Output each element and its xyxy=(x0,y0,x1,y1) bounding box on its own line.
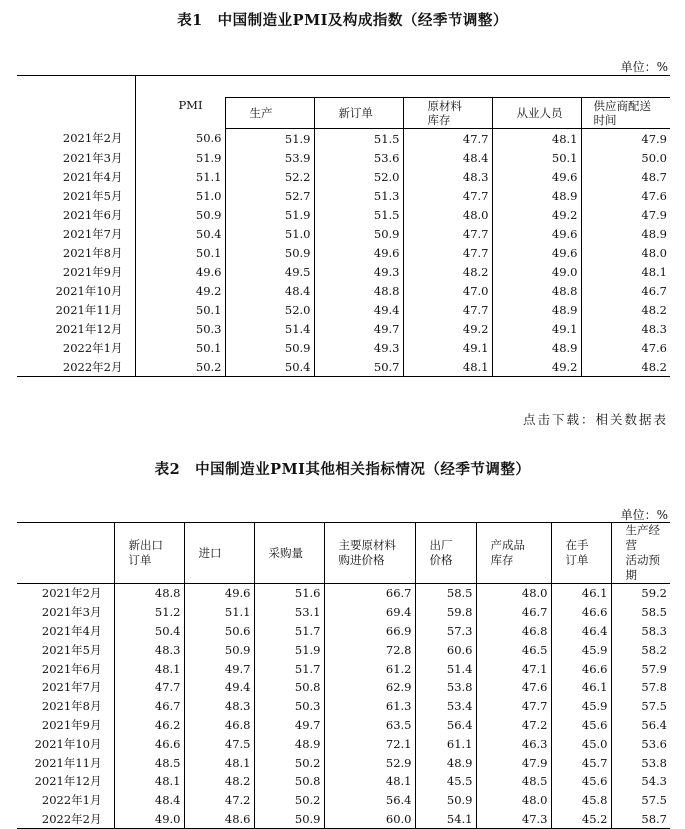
table1-header-group-spacer xyxy=(225,76,670,98)
table-cell: 47.9 xyxy=(476,753,551,772)
table-row xyxy=(17,584,670,603)
table2-column-header: 主要原材料 购进价格 xyxy=(324,523,415,584)
table-cell: 51.4 xyxy=(225,319,314,338)
table-cell: 66.7 xyxy=(324,584,415,603)
table2-unit-label: 单位：% xyxy=(620,508,668,522)
table1-header-delivery: 供应商配送 时间 xyxy=(581,98,670,129)
row-month-label: 2022年2月 xyxy=(41,811,102,826)
table-cell: 53.8 xyxy=(611,753,670,772)
table-cell: 49.0 xyxy=(114,810,184,829)
table-cell: 50.9 xyxy=(225,243,314,262)
table-cell: 47.1 xyxy=(476,659,551,678)
table-cell: 48.5 xyxy=(114,753,184,772)
table-cell: 58.2 xyxy=(611,640,670,659)
table-cell: 52.0 xyxy=(314,167,403,186)
table-cell: 51.7 xyxy=(254,622,324,641)
table-cell: 48.2 xyxy=(581,300,670,319)
table-cell: 48.1 xyxy=(184,753,254,772)
table2-column-header: 产成品 库存 xyxy=(476,523,551,584)
table-cell: 49.0 xyxy=(492,262,581,281)
row-month-label: 2021年10月 xyxy=(34,736,102,751)
table-cell: 50.9 xyxy=(415,791,476,810)
table-cell: 49.6 xyxy=(195,264,222,279)
table-cell: 50.9 xyxy=(184,640,254,659)
table-cell: 50.9 xyxy=(254,810,324,829)
table-cell: 48.6 xyxy=(184,810,254,829)
table-cell: 49.2 xyxy=(403,319,492,338)
table-cell: 46.7 xyxy=(581,281,670,300)
table-row xyxy=(17,224,670,243)
table-cell: 48.3 xyxy=(581,319,670,338)
table-cell: 51.0 xyxy=(195,188,222,203)
table-cell: 48.4 xyxy=(403,148,492,167)
table-cell: 47.2 xyxy=(476,716,551,735)
table-cell: 49.6 xyxy=(314,243,403,262)
table1-header-raw-inventory: 原材料 库存 xyxy=(403,98,492,129)
table-cell: 58.3 xyxy=(611,622,670,641)
table-cell: 60.6 xyxy=(415,640,476,659)
table2-column-header: 生产经营 活动预期 xyxy=(611,523,670,584)
table-cell: 48.3 xyxy=(114,640,184,659)
table-cell: 53.6 xyxy=(314,148,403,167)
table-row xyxy=(17,603,670,622)
row-month-label: 2021年11月 xyxy=(17,300,135,319)
table-cell: 51.4 xyxy=(415,659,476,678)
table-row xyxy=(17,697,670,716)
table-cell: 47.7 xyxy=(403,224,492,243)
table-cell: 46.3 xyxy=(476,734,551,753)
table-cell: 48.8 xyxy=(492,281,581,300)
table-cell: 47.0 xyxy=(403,281,492,300)
table-cell: 47.2 xyxy=(184,791,254,810)
table2-other-indicators xyxy=(17,522,670,829)
table-cell: 51.9 xyxy=(195,150,222,165)
table-cell: 57.8 xyxy=(611,678,670,697)
table-cell: 45.6 xyxy=(551,716,611,735)
table-cell: 49.2 xyxy=(195,283,222,298)
table-cell: 50.6 xyxy=(195,131,222,146)
table-cell: 52.9 xyxy=(324,753,415,772)
table2-column-header: 出厂 价格 xyxy=(415,523,476,584)
row-month-label: 2021年8月 xyxy=(41,699,102,714)
table-cell: 72.1 xyxy=(324,734,415,753)
table-cell: 49.3 xyxy=(314,262,403,281)
table-row xyxy=(17,262,670,281)
table-cell: 51.6 xyxy=(254,584,324,603)
table-cell: 51.9 xyxy=(225,205,314,224)
table-cell: 50.4 xyxy=(225,357,314,377)
table2-column-header: 进口 xyxy=(184,523,254,584)
table-cell: 48.3 xyxy=(184,697,254,716)
table-cell: 47.6 xyxy=(476,678,551,697)
table-cell: 47.5 xyxy=(184,734,254,753)
row-month-label: 2021年2月 xyxy=(17,129,135,149)
table-cell: 45.9 xyxy=(551,697,611,716)
table-cell: 47.7 xyxy=(403,243,492,262)
table-cell: 54.3 xyxy=(611,772,670,791)
table1-header-employment: 从业人员 xyxy=(492,98,581,129)
table-cell: 54.1 xyxy=(415,810,476,829)
row-month-label: 2021年9月 xyxy=(41,717,102,732)
table1-corner-cell xyxy=(17,76,135,129)
table-cell: 49.4 xyxy=(314,300,403,319)
table-cell: 50.1 xyxy=(195,340,222,355)
table-cell: 61.3 xyxy=(324,697,415,716)
row-month-label: 2022年1月 xyxy=(41,793,102,808)
table2-column-header: 在手 订单 xyxy=(551,523,611,584)
table-cell: 47.9 xyxy=(581,129,670,149)
table1-header-pmi: PMI xyxy=(178,98,203,112)
table-row xyxy=(17,659,670,678)
table-cell: 50.6 xyxy=(184,622,254,641)
table-row xyxy=(17,281,670,300)
table1-header-production: 生产 xyxy=(225,98,314,129)
table-cell: 45.0 xyxy=(551,734,611,753)
row-month-label: 2022年1月 xyxy=(17,338,135,357)
table-cell: 51.1 xyxy=(195,169,222,184)
table-cell: 48.8 xyxy=(114,584,184,603)
table-cell: 56.4 xyxy=(611,716,670,735)
table-cell: 46.6 xyxy=(114,734,184,753)
table-cell: 48.3 xyxy=(403,167,492,186)
row-month-label: 2021年5月 xyxy=(41,642,102,657)
row-month-label: 2021年8月 xyxy=(17,243,135,262)
row-month-label: 2021年3月 xyxy=(41,605,102,620)
table-cell: 48.9 xyxy=(492,338,581,357)
table-row xyxy=(17,338,670,357)
table1-title: 表1 中国制造业PMI及构成指数（经季节调整） xyxy=(177,12,508,29)
table-cell: 45.6 xyxy=(551,772,611,791)
table-cell: 46.8 xyxy=(184,716,254,735)
table-cell: 45.7 xyxy=(551,753,611,772)
table-cell: 50.7 xyxy=(314,357,403,377)
table-cell: 49.2 xyxy=(492,205,581,224)
table-row xyxy=(17,753,670,772)
table-cell: 47.7 xyxy=(403,300,492,319)
table-cell: 51.1 xyxy=(184,603,254,622)
table-cell: 50.1 xyxy=(492,148,581,167)
table1-unit-label: 单位：% xyxy=(620,60,668,74)
table-cell: 45.2 xyxy=(551,810,611,829)
table-cell: 48.0 xyxy=(476,791,551,810)
table-row xyxy=(17,678,670,697)
table2-column-header: 新出口 订单 xyxy=(114,523,184,584)
table-cell: 50.0 xyxy=(581,148,670,167)
table-cell: 50.9 xyxy=(225,338,314,357)
table-cell: 61.2 xyxy=(324,659,415,678)
table1-header-new-orders: 新订单 xyxy=(314,98,403,129)
table-cell: 48.2 xyxy=(184,772,254,791)
table-cell: 49.1 xyxy=(403,338,492,357)
table-cell: 48.8 xyxy=(314,281,403,300)
row-month-label: 2021年12月 xyxy=(17,319,135,338)
table-cell: 53.9 xyxy=(225,148,314,167)
table-cell: 47.6 xyxy=(581,186,670,205)
table-cell: 46.6 xyxy=(551,603,611,622)
table-cell: 45.9 xyxy=(551,640,611,659)
row-month-label: 2021年11月 xyxy=(34,755,102,770)
table-cell: 51.5 xyxy=(314,205,403,224)
table-cell: 46.5 xyxy=(476,640,551,659)
table-cell: 50.9 xyxy=(195,207,222,222)
table-cell: 49.6 xyxy=(492,243,581,262)
table-cell: 48.1 xyxy=(324,772,415,791)
row-month-label: 2021年7月 xyxy=(41,680,102,695)
table-cell: 46.8 xyxy=(476,622,551,641)
table-cell: 58.5 xyxy=(415,584,476,603)
table-cell: 47.6 xyxy=(581,338,670,357)
table-row xyxy=(17,129,670,149)
table-cell: 60.0 xyxy=(324,810,415,829)
table-cell: 48.1 xyxy=(581,262,670,281)
row-month-label: 2021年2月 xyxy=(41,586,102,601)
table-cell: 49.7 xyxy=(314,319,403,338)
table-cell: 50.2 xyxy=(195,359,222,374)
table-cell: 50.4 xyxy=(195,226,222,241)
table-row xyxy=(17,734,670,753)
table-cell: 47.9 xyxy=(581,205,670,224)
row-month-label: 2021年4月 xyxy=(41,623,102,638)
table-cell: 62.9 xyxy=(324,678,415,697)
download-data-link[interactable]: 点击下载：相关数据表 xyxy=(522,412,668,427)
table-cell: 48.2 xyxy=(581,357,670,377)
table-row xyxy=(17,167,670,186)
table-cell: 52.0 xyxy=(225,300,314,319)
table-row xyxy=(17,810,670,829)
row-month-label: 2021年6月 xyxy=(17,205,135,224)
table-cell: 48.2 xyxy=(403,262,492,281)
table-cell: 59.2 xyxy=(611,584,670,603)
table-cell: 46.1 xyxy=(551,678,611,697)
table-row xyxy=(17,243,670,262)
table-cell: 46.4 xyxy=(551,622,611,641)
table1-pmi-components xyxy=(17,75,670,377)
table-cell: 66.9 xyxy=(324,622,415,641)
table-cell: 56.4 xyxy=(324,791,415,810)
table-cell: 57.5 xyxy=(611,791,670,810)
table-cell: 47.7 xyxy=(476,697,551,716)
table-cell: 48.7 xyxy=(581,167,670,186)
table-cell: 57.5 xyxy=(611,697,670,716)
table-cell: 48.0 xyxy=(476,584,551,603)
table-cell: 49.7 xyxy=(254,716,324,735)
table-cell: 56.4 xyxy=(415,716,476,735)
table-cell: 57.9 xyxy=(611,659,670,678)
table-cell: 47.7 xyxy=(114,678,184,697)
table-cell: 61.1 xyxy=(415,734,476,753)
table2-title: 表2 中国制造业PMI其他相关指标情况（经季节调整） xyxy=(154,461,531,478)
table-cell: 51.0 xyxy=(225,224,314,243)
table-cell: 45.5 xyxy=(415,772,476,791)
row-month-label: 2021年7月 xyxy=(17,224,135,243)
table-cell: 51.9 xyxy=(225,129,314,149)
table-cell: 48.9 xyxy=(492,186,581,205)
row-month-label: 2021年10月 xyxy=(17,281,135,300)
table-cell: 49.1 xyxy=(492,319,581,338)
table-cell: 48.4 xyxy=(225,281,314,300)
table-cell: 48.5 xyxy=(476,772,551,791)
table-cell: 51.5 xyxy=(314,129,403,149)
table-row xyxy=(17,791,670,810)
table-cell: 53.1 xyxy=(254,603,324,622)
table-row xyxy=(17,186,670,205)
table-cell: 58.7 xyxy=(611,810,670,829)
table-cell: 49.6 xyxy=(184,584,254,603)
table-cell: 63.5 xyxy=(324,716,415,735)
table-cell: 46.1 xyxy=(551,584,611,603)
table-row xyxy=(17,205,670,224)
table2-corner-cell xyxy=(17,523,114,584)
table-cell: 48.9 xyxy=(492,300,581,319)
table-cell: 69.4 xyxy=(324,603,415,622)
table-cell: 51.9 xyxy=(254,640,324,659)
row-month-label: 2022年2月 xyxy=(17,357,135,377)
table-cell: 48.9 xyxy=(415,753,476,772)
table-cell: 48.9 xyxy=(581,224,670,243)
table-cell: 59.8 xyxy=(415,603,476,622)
table-cell: 50.8 xyxy=(254,678,324,697)
table-cell: 48.1 xyxy=(403,357,492,377)
row-month-label: 2021年9月 xyxy=(17,262,135,281)
row-month-label: 2021年12月 xyxy=(34,774,102,789)
table-cell: 58.5 xyxy=(611,603,670,622)
table-row xyxy=(17,357,670,377)
row-month-label: 2021年5月 xyxy=(17,186,135,205)
table-cell: 46.7 xyxy=(476,603,551,622)
table-row xyxy=(17,148,670,167)
table-cell: 50.3 xyxy=(254,697,324,716)
table-cell: 48.0 xyxy=(403,205,492,224)
table-cell: 50.2 xyxy=(254,753,324,772)
table-row xyxy=(17,622,670,641)
table-cell: 72.8 xyxy=(324,640,415,659)
table-cell: 51.2 xyxy=(114,603,184,622)
table-row xyxy=(17,300,670,319)
table-cell: 47.7 xyxy=(403,186,492,205)
table-cell: 48.1 xyxy=(492,129,581,149)
table-cell: 50.8 xyxy=(254,772,324,791)
row-month-label: 2021年3月 xyxy=(17,148,135,167)
table-cell: 53.4 xyxy=(415,697,476,716)
table-cell: 50.9 xyxy=(314,224,403,243)
table-cell: 50.1 xyxy=(195,245,222,260)
table-cell: 46.2 xyxy=(114,716,184,735)
table-cell: 45.8 xyxy=(551,791,611,810)
table-cell: 46.6 xyxy=(551,659,611,678)
table-row xyxy=(17,319,670,338)
table-cell: 50.4 xyxy=(114,622,184,641)
table-cell: 48.4 xyxy=(114,791,184,810)
table-cell: 51.3 xyxy=(314,186,403,205)
table-row xyxy=(17,772,670,791)
table-cell: 47.3 xyxy=(476,810,551,829)
table-cell: 48.0 xyxy=(581,243,670,262)
table2-column-header: 采购量 xyxy=(254,523,324,584)
row-month-label: 2021年6月 xyxy=(41,661,102,676)
table-row xyxy=(17,640,670,659)
table-cell: 49.6 xyxy=(492,167,581,186)
table-cell: 48.9 xyxy=(254,734,324,753)
table-cell: 48.1 xyxy=(114,772,184,791)
table-cell: 49.5 xyxy=(225,262,314,281)
table-cell: 46.7 xyxy=(114,697,184,716)
table-row xyxy=(17,716,670,735)
table-cell: 57.3 xyxy=(415,622,476,641)
row-month-label: 2021年4月 xyxy=(17,167,135,186)
table-cell: 49.2 xyxy=(492,357,581,377)
table-cell: 47.7 xyxy=(403,129,492,149)
table-cell: 50.3 xyxy=(195,321,222,336)
table-cell: 50.1 xyxy=(195,302,222,317)
table-cell: 53.6 xyxy=(611,734,670,753)
table-cell: 53.8 xyxy=(415,678,476,697)
table-cell: 49.6 xyxy=(492,224,581,243)
table-cell: 48.1 xyxy=(114,659,184,678)
table-cell: 49.7 xyxy=(184,659,254,678)
table-cell: 49.3 xyxy=(314,338,403,357)
table-cell: 51.7 xyxy=(254,659,324,678)
table-cell: 49.4 xyxy=(184,678,254,697)
table-cell: 52.2 xyxy=(225,167,314,186)
table-cell: 50.2 xyxy=(254,791,324,810)
table-cell: 52.7 xyxy=(225,186,314,205)
